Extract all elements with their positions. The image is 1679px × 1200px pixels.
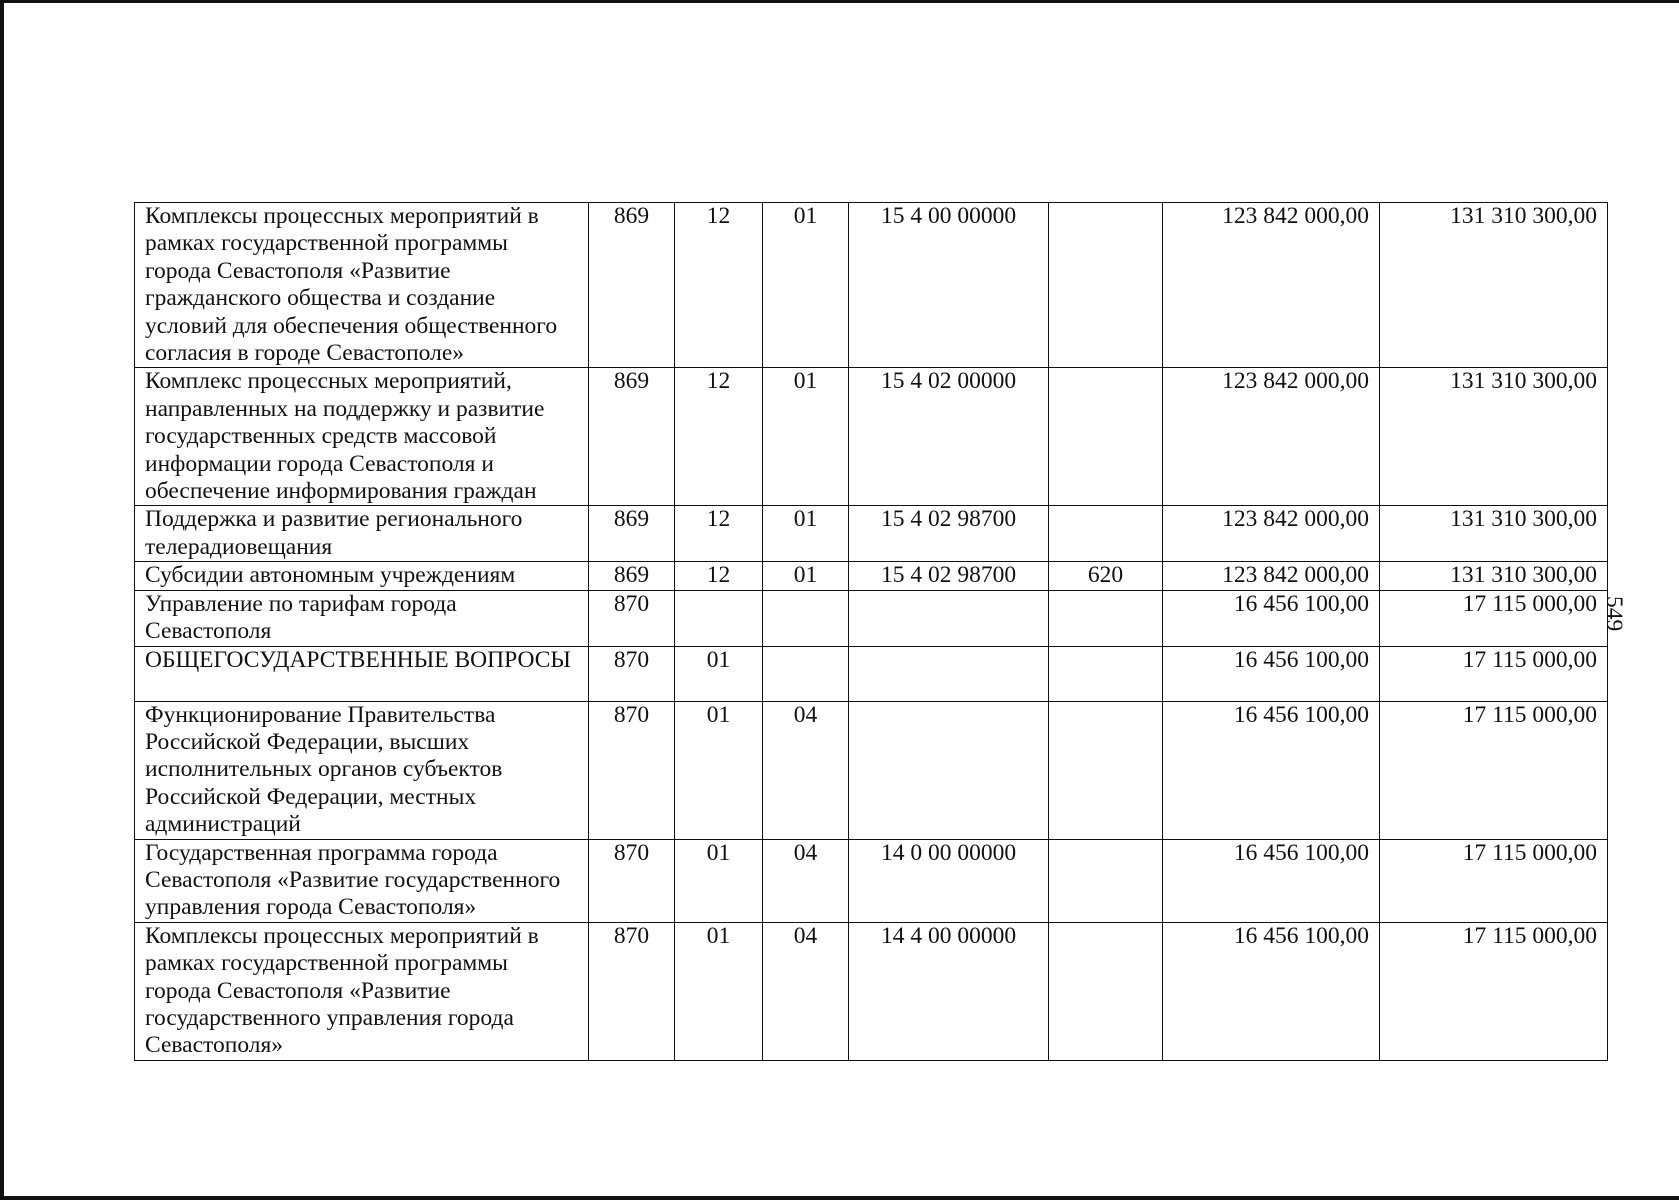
scan-border-left: [0, 0, 4, 1200]
table-row: [135, 506, 1608, 562]
subsection-code: 04: [763, 701, 849, 839]
subsection-code: 01: [763, 506, 849, 562]
table-row: [135, 922, 1608, 1060]
target-article-code: 15 4 00 00000: [849, 203, 1049, 368]
ministry-code: 870: [589, 839, 675, 922]
expense-type-code: [1049, 701, 1163, 839]
expense-type-code: [1049, 590, 1163, 646]
amount-year-1: 16 456 100,00: [1163, 839, 1380, 922]
ministry-code: 870: [589, 646, 675, 701]
target-article-code: 15 4 02 00000: [849, 368, 1049, 506]
section-code: 12: [675, 562, 763, 590]
row-name: Функционирование Правительства Российской Федерации, высших исполнительных органов субъектов Российской Федерации, местных администраций: [135, 701, 589, 839]
target-article-code: [849, 590, 1049, 646]
subsection-code: 04: [763, 839, 849, 922]
section-code: 12: [675, 368, 763, 506]
target-article-code: 14 0 00 00000: [849, 839, 1049, 922]
ministry-code: 870: [589, 590, 675, 646]
subsection-code: [763, 590, 849, 646]
row-name: Субсидии автономным учреждениям: [135, 562, 589, 590]
amount-year-1: 16 456 100,00: [1163, 590, 1380, 646]
scan-border-bottom: [0, 1196, 1679, 1200]
amount-year-2: 131 310 300,00: [1380, 506, 1608, 562]
section-code: 01: [675, 646, 763, 701]
section-code: 01: [675, 839, 763, 922]
row-name: Комплексы процессных мероприятий в рамках государственной программы города Севастополя «Развитие гражданского общества и создание условий для обеспечения общественного согласия в городе Севастополе»: [135, 203, 589, 368]
expense-type-code: [1049, 839, 1163, 922]
amount-year-1: 16 456 100,00: [1163, 646, 1380, 701]
amount-year-2: 17 115 000,00: [1380, 839, 1608, 922]
scan-border-top: [0, 0, 1679, 3]
ministry-code: 869: [589, 368, 675, 506]
row-name: Управление по тарифам города Севастополя: [135, 590, 589, 646]
row-name: Комплексы процессных мероприятий в рамках государственной программы города Севастополя «Развитие государственного управления города Севастополя»: [135, 922, 589, 1060]
amount-year-1: 16 456 100,00: [1163, 922, 1380, 1060]
section-code: 12: [675, 506, 763, 562]
ministry-code: 869: [589, 506, 675, 562]
expense-type-code: [1049, 646, 1163, 701]
subsection-code: 01: [763, 562, 849, 590]
expense-type-code: [1049, 506, 1163, 562]
section-code: 01: [675, 922, 763, 1060]
table-row: [135, 203, 1608, 368]
section-code: [675, 590, 763, 646]
subsection-code: 04: [763, 922, 849, 1060]
amount-year-1: 16 456 100,00: [1163, 701, 1380, 839]
amount-year-1: 123 842 000,00: [1163, 368, 1380, 506]
expense-type-code: [1049, 203, 1163, 368]
amount-year-2: 17 115 000,00: [1380, 646, 1608, 701]
target-article-code: [849, 701, 1049, 839]
target-article-code: 14 4 00 00000: [849, 922, 1049, 1060]
amount-year-1: 123 842 000,00: [1163, 506, 1380, 562]
row-name: ОБЩЕГОСУДАРСТВЕННЫЕ ВОПРОСЫ: [135, 646, 589, 701]
table-row: [135, 368, 1608, 506]
table-row: [135, 701, 1608, 839]
ministry-code: 870: [589, 922, 675, 1060]
budget-table: [134, 202, 1608, 1061]
row-name: Комплекс процессных мероприятий, направленных на поддержку и развитие государственных средств массовой информации города Севастополя и обеспечение информирования граждан: [135, 368, 589, 506]
expense-type-code: [1049, 922, 1163, 1060]
table-row: [135, 590, 1608, 646]
target-article-code: 15 4 02 98700: [849, 562, 1049, 590]
table-row: [135, 562, 1608, 590]
section-code: 01: [675, 701, 763, 839]
ministry-code: 869: [589, 203, 675, 368]
amount-year-2: 17 115 000,00: [1380, 590, 1608, 646]
target-article-code: 15 4 02 98700: [849, 506, 1049, 562]
amount-year-2: 131 310 300,00: [1380, 368, 1608, 506]
table-row: [135, 839, 1608, 922]
table-row: [135, 646, 1608, 701]
subsection-code: 01: [763, 368, 849, 506]
page-number: 549: [1601, 596, 1627, 632]
subsection-code: [763, 646, 849, 701]
expense-type-code: [1049, 368, 1163, 506]
amount-year-1: 123 842 000,00: [1163, 203, 1380, 368]
target-article-code: [849, 646, 1049, 701]
section-code: 12: [675, 203, 763, 368]
amount-year-2: 17 115 000,00: [1380, 701, 1608, 839]
amount-year-2: 17 115 000,00: [1380, 922, 1608, 1060]
amount-year-1: 123 842 000,00: [1163, 562, 1380, 590]
ministry-code: 870: [589, 701, 675, 839]
row-name: Поддержка и развитие регионального телерадиовещания: [135, 506, 589, 562]
expense-type-code: 620: [1049, 562, 1163, 590]
subsection-code: 01: [763, 203, 849, 368]
ministry-code: 869: [589, 562, 675, 590]
amount-year-2: 131 310 300,00: [1380, 203, 1608, 368]
amount-year-2: 131 310 300,00: [1380, 562, 1608, 590]
row-name: Государственная программа города Севастополя «Развитие государственного управления города Севастополя»: [135, 839, 589, 922]
